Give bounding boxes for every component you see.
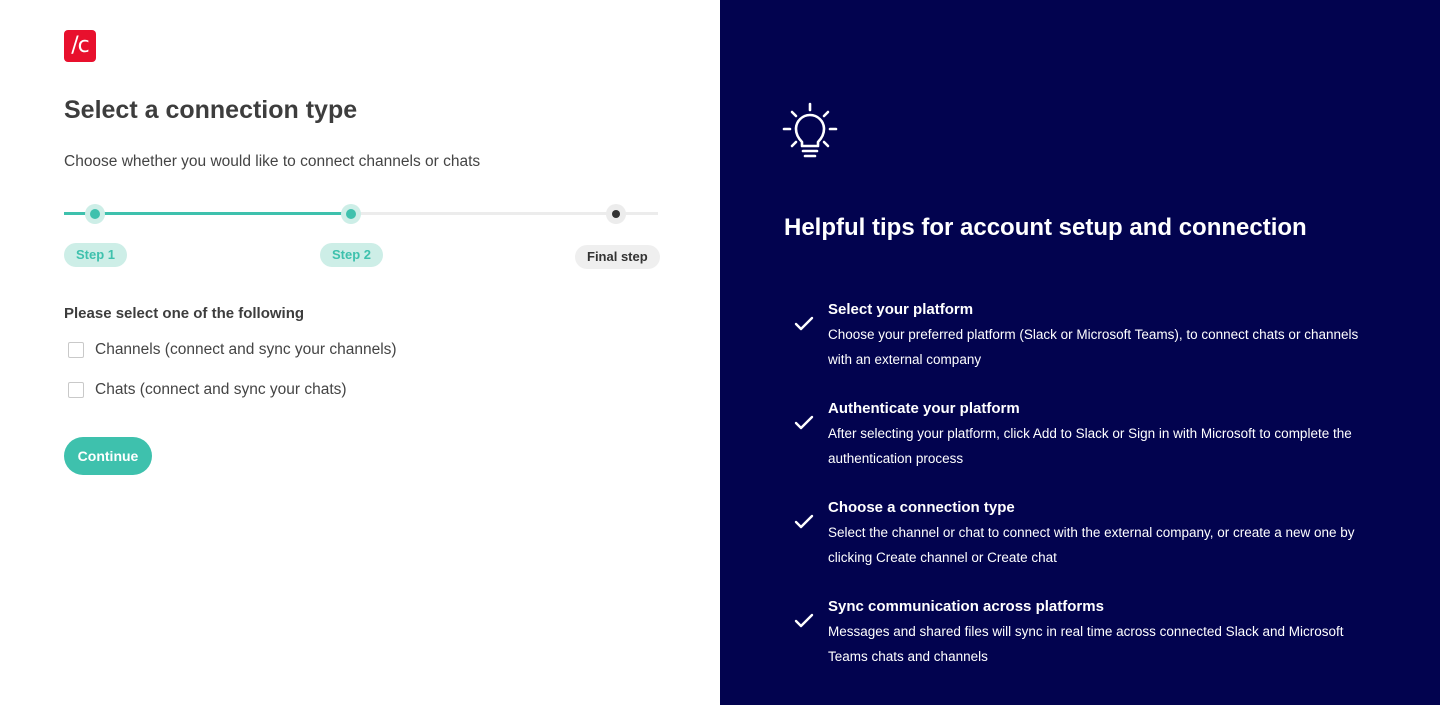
check-icon [794,613,814,629]
check-icon [794,415,814,431]
page-title: Select a connection type [64,96,358,124]
step-1-label: Step 1 [64,243,127,267]
tips-title: Helpful tips for account setup and connection [784,214,1307,241]
tip-body-line-2: with an external company [828,352,982,367]
tip-heading: Sync communication across platforms [828,598,1104,615]
tip-heading: Choose a connection type [828,499,1015,516]
tip-body-line-1: Messages and shared files will sync in real time across connected Slack and Microsoft [828,624,1344,639]
tip-body-line-1: Choose your preferred platform (Slack or Microsoft Teams), to connect chats or channels [828,327,1359,342]
final-step-label: Final step [575,245,660,269]
tip-item [784,498,1384,570]
tip-heading: Authenticate your platform [828,400,1020,417]
tip-body-line-1: Select the channel or chat to connect with the external company, or create a new one by [828,525,1355,540]
check-icon [794,316,814,332]
option-channels[interactable] [68,341,397,359]
progress-track-fill [64,212,351,215]
lightbulb-icon [782,102,838,164]
tips-panel [720,0,1440,705]
chats-checkbox[interactable] [68,382,84,398]
tip-body-line-2: clicking Create channel or Create chat [828,550,1057,565]
tip-item [784,399,1384,471]
check-icon [794,514,814,530]
tip-body-line-2: authentication process [828,451,964,466]
page-subtitle: Choose whether you would like to connect channels or chats [64,153,481,170]
option-channels-label: Channels (connect and sync your channels) [95,341,397,358]
final-step-marker [606,204,626,224]
brand-logo[interactable]: /c [64,30,96,62]
step-1-marker [85,204,105,224]
option-chats[interactable] [68,381,347,399]
option-chats-label: Chats (connect and sync your chats) [95,381,347,398]
channels-checkbox[interactable] [68,342,84,358]
tip-item [784,300,1384,372]
continue-button[interactable]: Continue [64,437,152,475]
tip-body-line-2: Teams chats and channels [828,649,988,664]
options-label: Please select one of the following [64,305,305,322]
step-2-label: Step 2 [320,243,383,267]
tip-heading: Select your platform [828,301,974,318]
tip-body-line-1: After selecting your platform, click Add to Slack or Sign in with Microsoft to complete the [828,426,1352,441]
tip-item [784,597,1384,669]
step-2-marker [341,204,361,224]
